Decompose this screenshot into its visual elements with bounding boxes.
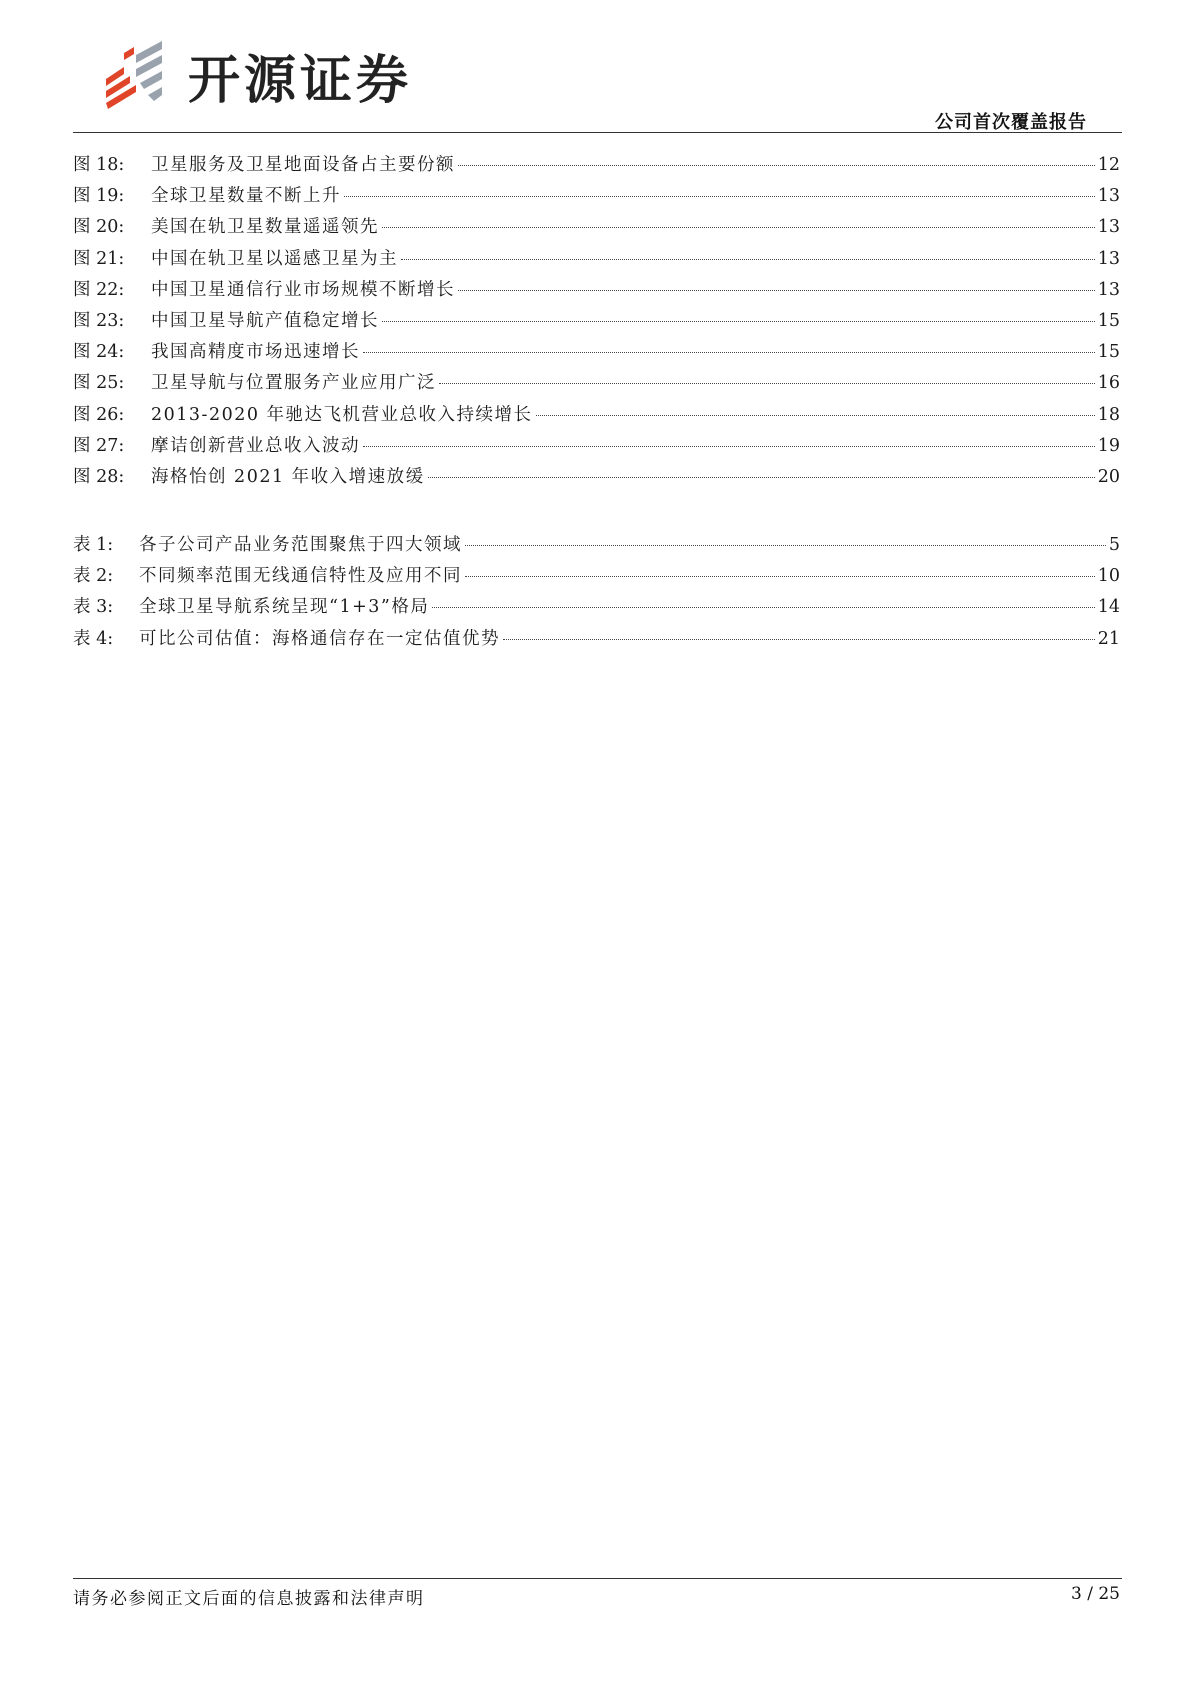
page-number: 3 / 25 <box>1071 1584 1120 1604</box>
figure-toc-entry[interactable] <box>73 337 1120 368</box>
entry-label: 图 22: <box>73 279 125 300</box>
figure-toc-entry[interactable] <box>73 212 1120 243</box>
figure-toc-entry[interactable] <box>73 275 1120 306</box>
entry-title: 全球卫星数量不断上升 <box>151 186 341 207</box>
dot-leader <box>503 638 1095 640</box>
dot-leader <box>536 414 1095 416</box>
brand-name: 开源证券 <box>188 50 413 111</box>
entry-title: 全球卫星导航系统呈现“1+3”格局 <box>139 597 430 618</box>
entry-label: 图 28: <box>73 466 125 487</box>
figure-toc-entry[interactable] <box>73 368 1120 399</box>
entry-label: 图 27: <box>73 435 125 456</box>
dot-leader <box>458 164 1095 166</box>
entry-page-number: 21 <box>1097 628 1120 649</box>
entry-title: 可比公司估值：海格通信存在一定估值优势 <box>139 628 500 649</box>
entry-label: 图 19: <box>73 186 125 207</box>
table-toc-entry[interactable] <box>73 561 1120 592</box>
table-toc-entry[interactable] <box>73 624 1120 655</box>
table-list <box>73 530 1120 655</box>
entry-title: 2013-2020 年驰达飞机营业总收入持续增长 <box>151 404 533 425</box>
dot-leader <box>363 351 1095 353</box>
entry-page-number: 15 <box>1097 310 1120 331</box>
report-type: 公司首次覆盖报告 <box>935 112 1087 133</box>
page-header <box>0 0 1190 140</box>
entry-label: 图 21: <box>73 248 125 269</box>
dot-leader <box>465 575 1095 577</box>
figure-toc-entry[interactable] <box>73 462 1120 493</box>
entry-page-number: 18 <box>1097 404 1120 425</box>
table-toc-entry[interactable] <box>73 592 1120 623</box>
entry-title: 各子公司产品业务范围聚焦于四大领域 <box>139 535 462 555</box>
dot-leader <box>382 226 1095 228</box>
table-toc-entry[interactable] <box>73 530 1120 561</box>
footer-disclaimer: 请务必参阅正文后面的信息披露和法律声明 <box>73 1589 425 1609</box>
entry-label: 图 18: <box>73 155 125 175</box>
figure-list <box>73 150 1120 493</box>
entry-page-number: 10 <box>1097 566 1120 587</box>
entry-title: 不同频率范围无线通信特性及应用不同 <box>139 566 462 587</box>
entry-label: 表 1: <box>73 535 114 555</box>
footer-divider <box>73 1578 1122 1579</box>
figure-toc-entry[interactable] <box>73 150 1120 181</box>
figure-toc-entry[interactable] <box>73 306 1120 337</box>
entry-title: 摩诘创新营业总收入波动 <box>151 435 360 456</box>
entry-title: 美国在轨卫星数量遥遥领先 <box>151 217 379 238</box>
figure-toc-entry[interactable] <box>73 244 1120 275</box>
dot-leader <box>382 320 1095 322</box>
entry-title: 中国卫星通信行业市场规模不断增长 <box>151 279 455 300</box>
header-divider <box>73 132 1122 133</box>
entry-title: 海格怡创 2021 年收入增速放缓 <box>151 466 425 487</box>
entry-page-number: 12 <box>1097 155 1120 175</box>
entry-page-number: 16 <box>1097 373 1120 394</box>
figure-toc-entry[interactable] <box>73 181 1120 212</box>
entry-page-number: 15 <box>1097 342 1120 363</box>
entry-label: 图 20: <box>73 217 125 238</box>
entry-label: 图 25: <box>73 373 125 394</box>
entry-label: 表 2: <box>73 566 114 587</box>
entry-label: 图 23: <box>73 310 125 331</box>
figure-toc-entry[interactable] <box>73 400 1120 431</box>
figure-toc-entry[interactable] <box>73 431 1120 462</box>
entry-page-number: 19 <box>1097 435 1120 456</box>
entry-title: 中国卫星导航产值稳定增长 <box>151 310 379 331</box>
entry-label: 表 3: <box>73 597 114 618</box>
entry-page-number: 13 <box>1097 248 1120 269</box>
entry-page-number: 13 <box>1097 279 1120 300</box>
entry-title: 我国高精度市场迅速增长 <box>151 342 360 363</box>
dot-leader <box>363 445 1095 447</box>
dot-leader <box>428 476 1095 478</box>
entry-label: 表 4: <box>73 628 114 649</box>
entry-page-number: 13 <box>1097 186 1120 207</box>
dot-leader <box>344 195 1095 197</box>
entry-label: 图 26: <box>73 404 125 425</box>
entry-page-number: 20 <box>1097 466 1120 487</box>
entry-page-number: 14 <box>1097 597 1120 618</box>
entry-page-number: 5 <box>1108 535 1120 555</box>
dot-leader <box>465 544 1106 546</box>
entry-title: 卫星服务及卫星地面设备占主要份额 <box>151 155 455 175</box>
entry-title: 中国在轨卫星以遥感卫星为主 <box>151 248 398 269</box>
brand-mark-icon <box>100 41 180 109</box>
dot-leader <box>401 258 1095 260</box>
brand-logo <box>100 40 412 110</box>
dot-leader <box>432 606 1094 608</box>
entry-label: 图 24: <box>73 342 125 363</box>
entry-title: 卫星导航与位置服务产业应用广泛 <box>151 373 436 394</box>
entry-page-number: 13 <box>1097 217 1120 238</box>
dot-leader <box>458 289 1095 291</box>
dot-leader <box>439 382 1095 384</box>
